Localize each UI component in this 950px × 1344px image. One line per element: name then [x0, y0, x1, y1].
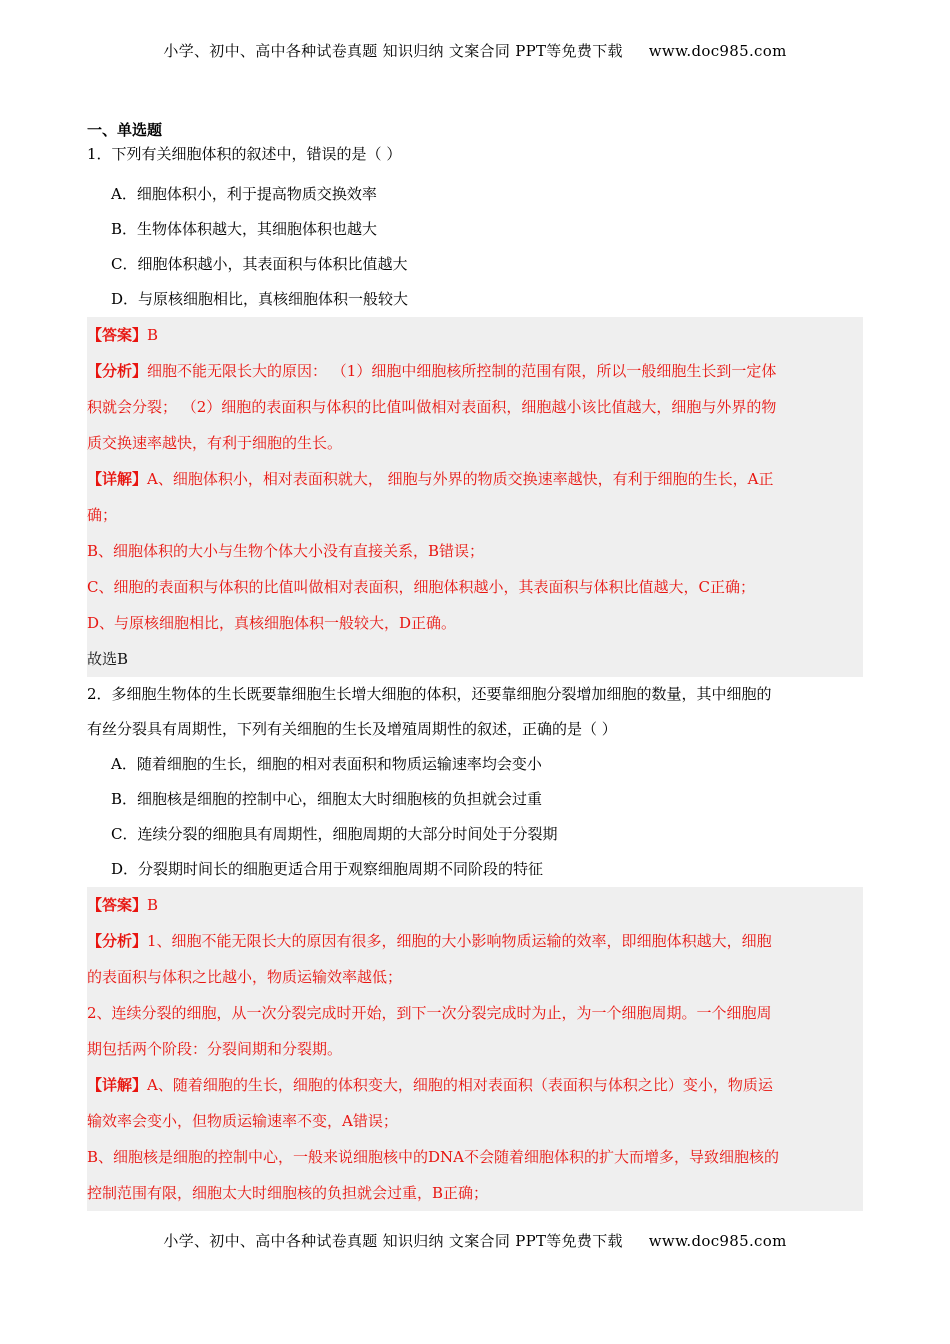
question-stem: 2．多细胞生物体的生长既要靠细胞生长增大细胞的体积，还要靠细胞分裂增加细胞的数量，其中细胞的	[87, 685, 772, 703]
answer-tag: 【答案】	[87, 896, 148, 914]
option-c: C．连续分裂的细胞具有周期性，细胞周期的大部分时间处于分裂期	[111, 825, 558, 843]
conclusion-line: 故选B	[87, 650, 129, 668]
question-1	[87, 142, 863, 677]
option-c: C．细胞体积越小，其表面积与体积比值越大	[111, 255, 408, 273]
analysis-line: 期包括两个阶段：分裂间期和分裂期。	[87, 1040, 343, 1058]
detail-line: 控制范围有限，细胞太大时细胞核的负担就会过重，B正确；	[87, 1184, 489, 1202]
answer-line	[87, 887, 863, 923]
analysis-line	[87, 353, 863, 389]
detail-line	[87, 461, 863, 497]
answer-block	[87, 887, 863, 1211]
analysis-line: 积就会分裂； （2）细胞的表面积与体积的比值叫做相对表面积，细胞越小该比值越大，细胞与外界的物	[87, 398, 777, 416]
answer-block	[87, 317, 863, 677]
page-footer	[0, 1230, 950, 1251]
detail-tag: 【详解】	[87, 470, 148, 488]
analysis-tag: 【分析】	[87, 362, 148, 380]
option-b: B．生物体体积越大，其细胞体积也越大	[111, 220, 378, 238]
answer-value: B	[147, 326, 159, 344]
analysis-text: 1、细胞不能无限长大的原因有很多，细胞的大小影响物质运输的效率，即细胞体积越大，细胞	[147, 932, 772, 950]
question-2	[87, 677, 863, 1211]
option-a: A．细胞体积小，利于提高物质交换效率	[111, 185, 377, 203]
option-b: B．细胞核是细胞的控制中心，细胞太大时细胞核的负担就会过重	[111, 790, 543, 808]
detail-text: A、随着细胞的生长，细胞的体积变大，细胞的相对表面积（表面积与体积之比）变小，物质运	[147, 1076, 773, 1094]
footer-text: 小学、初中、高中各种试卷真题 知识归纳 文案合同 PPT等免费下载	[163, 1232, 623, 1250]
analysis-line	[87, 923, 863, 959]
analysis-line: 的表面积与体积之比越小，物质运输效率越低；	[87, 968, 403, 986]
document-body	[87, 118, 863, 1211]
answer-line	[87, 317, 863, 353]
question-stem: 1．下列有关细胞体积的叙述中，错误的是（ ）	[87, 145, 402, 163]
answer-tag: 【答案】	[87, 326, 148, 344]
header-text: 小学、初中、高中各种试卷真题 知识归纳 文案合同 PPT等免费下载	[163, 42, 623, 60]
detail-line: 输效率会变小，但物质运输速率不变，A错误；	[87, 1112, 398, 1130]
option-a: A．随着细胞的生长，细胞的相对表面积和物质运输速率均会变小	[111, 755, 542, 773]
option-d: D．分裂期时间长的细胞更适合用于观察细胞周期不同阶段的特征	[111, 860, 544, 878]
detail-line: C、细胞的表面积与体积的比值叫做相对表面积，细胞体积越小，其表面积与体积比值越大，C正确；	[87, 578, 755, 596]
detail-line	[87, 1067, 863, 1103]
analysis-tag: 【分析】	[87, 932, 148, 950]
analysis-line: 2、连续分裂的细胞，从一次分裂完成时开始，到下一次分裂完成时为止，为一个细胞周期。一个细胞周	[87, 1004, 772, 1022]
option-d: D．与原核细胞相比，真核细胞体积一般较大	[111, 290, 409, 308]
analysis-text: 细胞不能无限长大的原因： （1）细胞中细胞核所控制的范围有限，所以一般细胞生长到一定体	[147, 362, 777, 380]
detail-text: A、细胞体积小，相对表面积就大， 细胞与外界的物质交换速率越快，有利于细胞的生长，A正	[147, 470, 774, 488]
header-site: www.doc985.com	[648, 42, 787, 60]
detail-tag: 【详解】	[87, 1076, 148, 1094]
detail-line: 确；	[87, 506, 118, 524]
detail-line: D、与原核细胞相比，真核细胞体积一般较大，D正确。	[87, 614, 457, 632]
question-stem: 有丝分裂具有周期性，下列有关细胞的生长及增殖周期性的叙述，正确的是（ ）	[87, 720, 617, 738]
detail-line: B、细胞体积的大小与生物个体大小没有直接关系，B错误；	[87, 542, 485, 560]
section-title: 一、单选题	[87, 121, 163, 139]
footer-site: www.doc985.com	[648, 1232, 787, 1250]
page-header	[0, 40, 950, 61]
detail-line: B、细胞核是细胞的控制中心，一般来说细胞核中的DNA不会随着细胞体积的扩大而增多，导致细胞核的	[87, 1148, 780, 1166]
answer-value: B	[147, 896, 159, 914]
analysis-line: 质交换速率越快，有利于细胞的生长。	[87, 434, 343, 452]
